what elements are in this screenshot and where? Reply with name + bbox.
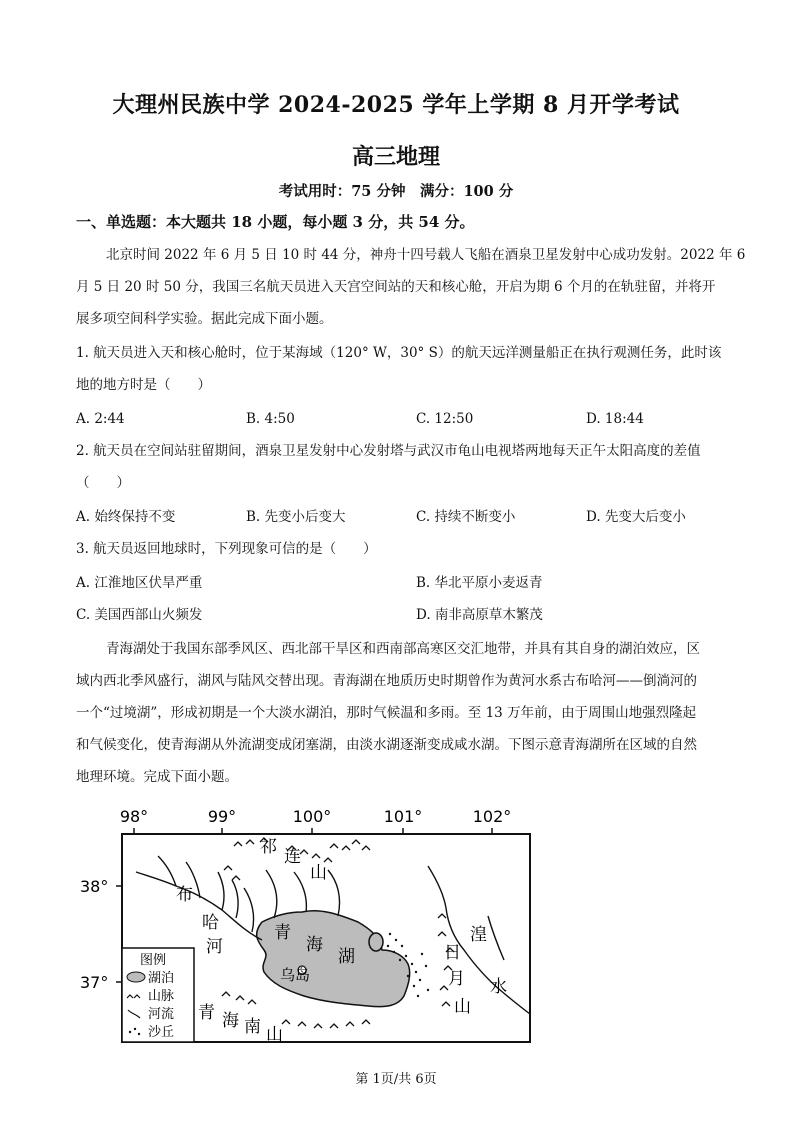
latitude-label: 37° bbox=[80, 973, 109, 992]
label-qing: 青 bbox=[274, 923, 291, 943]
longitude-label: 100° bbox=[292, 807, 332, 826]
passage2-line: 青海湖处于我国东部季风区、西北部干旱区和西南部高寒区交汇地带，并具有其自身的湖泊效应，区 bbox=[106, 641, 700, 657]
legend-river: 河流 bbox=[148, 1007, 175, 1022]
label-bu: 布 bbox=[176, 885, 193, 905]
legend-lake-swatch bbox=[127, 972, 145, 982]
label-nan: 南 bbox=[244, 1017, 261, 1037]
question-2-option-d: D. 先变大后变小 bbox=[586, 509, 686, 525]
passage1-line: 月 5 日 20 时 50 分，我国三名航天员进入天宫空间站的天和核心舱，开启为期 6 个月的在轨驻留，并将开 bbox=[76, 279, 716, 295]
longitude-label: 99° bbox=[207, 807, 237, 826]
passage2-line: 域内西北季风盛行，湖风与陆风交替出现。青海湖在地质历史时期曾作为黄河水系古布哈河——倒淌河的 bbox=[76, 673, 697, 689]
label-hai: 海 bbox=[306, 935, 323, 955]
label-yue: 月 bbox=[448, 969, 465, 989]
map-legend bbox=[122, 948, 194, 1042]
legend-mountain: 山脉 bbox=[148, 989, 175, 1004]
section-title: 一、单选题：本大题共 18 小题，每小题 3 分，共 54 分。 bbox=[76, 213, 475, 231]
question-2-stem: 2. 航天员在空间站驻留期间，酒泉卫星发射中心发射塔与武汉市龟山电视塔两地每天正午太阳高度的差值 bbox=[76, 443, 701, 459]
label-ri: 日 bbox=[444, 943, 461, 963]
legend-lake: 湖泊 bbox=[148, 971, 175, 986]
passage1-line: 展多项空间科学实验。据此完成下面小题。 bbox=[76, 311, 333, 327]
label-shan2: 山 bbox=[454, 997, 471, 1017]
label-shan1: 山 bbox=[310, 863, 327, 883]
label-qi: 祁 bbox=[260, 837, 277, 857]
question-3-option-c: C. 美国西部山火频发 bbox=[76, 607, 203, 623]
question-1-stem: 1. 航天员进入天和核心舱时，位于某海域（120° W，30° S）的航天远洋测量船正在执行观测任务，此时该 bbox=[76, 345, 722, 361]
longitude-label: 102° bbox=[472, 807, 512, 826]
legend-dune: 沙丘 bbox=[148, 1025, 175, 1040]
label-he: 河 bbox=[206, 937, 223, 957]
label-huang: 湟 bbox=[470, 925, 487, 945]
legend-title: 图例 bbox=[140, 953, 167, 968]
passage2-line: 一个“过境湖”，形成初期是一个大淡水湖泊，那时气候温和多雨。至 13 万年前，由于周围山地强烈隆起 bbox=[76, 705, 697, 721]
question-1-option-d: D. 18:44 bbox=[586, 411, 644, 427]
exam-title: 大理州民族中学 2024-2025 学年上学期 8 月开学考试 bbox=[112, 92, 680, 118]
exam-subject: 高三地理 bbox=[351, 144, 440, 170]
small-lake bbox=[369, 933, 383, 951]
question-2-option-a: A. 始终保持不变 bbox=[76, 509, 176, 525]
passage2-line: 和气候变化，使青海湖从外流湖变成闭塞湖，由淡水湖逐渐变成咸水湖。下图示意青海湖所在区域的自然 bbox=[76, 737, 697, 753]
question-3-stem: 3. 航天员返回地球时，下列现象可信的是（ ） bbox=[76, 541, 377, 557]
question-2-option-b: B. 先变小后变大 bbox=[246, 509, 346, 525]
label-wudao: 乌岛 bbox=[280, 966, 311, 984]
question-1-stem: 地的地方时是（ ） bbox=[76, 377, 211, 393]
passage1-line: 北京时间 2022 年 6 月 5 日 10 时 44 分，神舟十四号载人飞船在酒泉卫星发射中心成功发射。2022 年 6 bbox=[106, 247, 746, 263]
longitude-label: 98° bbox=[119, 807, 149, 826]
question-3-option-d: D. 南非高原草木繁茂 bbox=[416, 607, 543, 623]
label-qing2: 青 bbox=[198, 1003, 215, 1023]
label-hai2: 海 bbox=[222, 1011, 239, 1031]
qinghai-lake-map bbox=[76, 800, 536, 1050]
label-ha: 哈 bbox=[202, 913, 219, 933]
passage2-line: 地理环境。完成下面小题。 bbox=[76, 769, 238, 785]
question-2-option-c: C. 持续不断变小 bbox=[416, 509, 516, 525]
question-2-stem: （ ） bbox=[76, 475, 130, 491]
label-hu: 湖 bbox=[338, 947, 355, 967]
page-footer: 第 1页/共 6页 bbox=[355, 1072, 437, 1087]
exam-info: 考试用时：75 分钟 满分：100 分 bbox=[278, 183, 514, 200]
latitude-label: 38° bbox=[80, 877, 109, 896]
question-1-option-a: A. 2:44 bbox=[76, 411, 125, 427]
longitude-label: 101° bbox=[383, 807, 423, 826]
question-3-option-a: A. 江淮地区伏旱严重 bbox=[76, 575, 203, 591]
question-1-option-c: C. 12:50 bbox=[416, 411, 474, 427]
label-shui: 水 bbox=[490, 977, 507, 997]
label-lian: 连 bbox=[284, 847, 301, 867]
label-shan3: 山 bbox=[266, 1025, 283, 1045]
question-3-option-b: B. 华北平原小麦返青 bbox=[416, 575, 543, 591]
question-1-option-b: B. 4:50 bbox=[246, 411, 295, 427]
